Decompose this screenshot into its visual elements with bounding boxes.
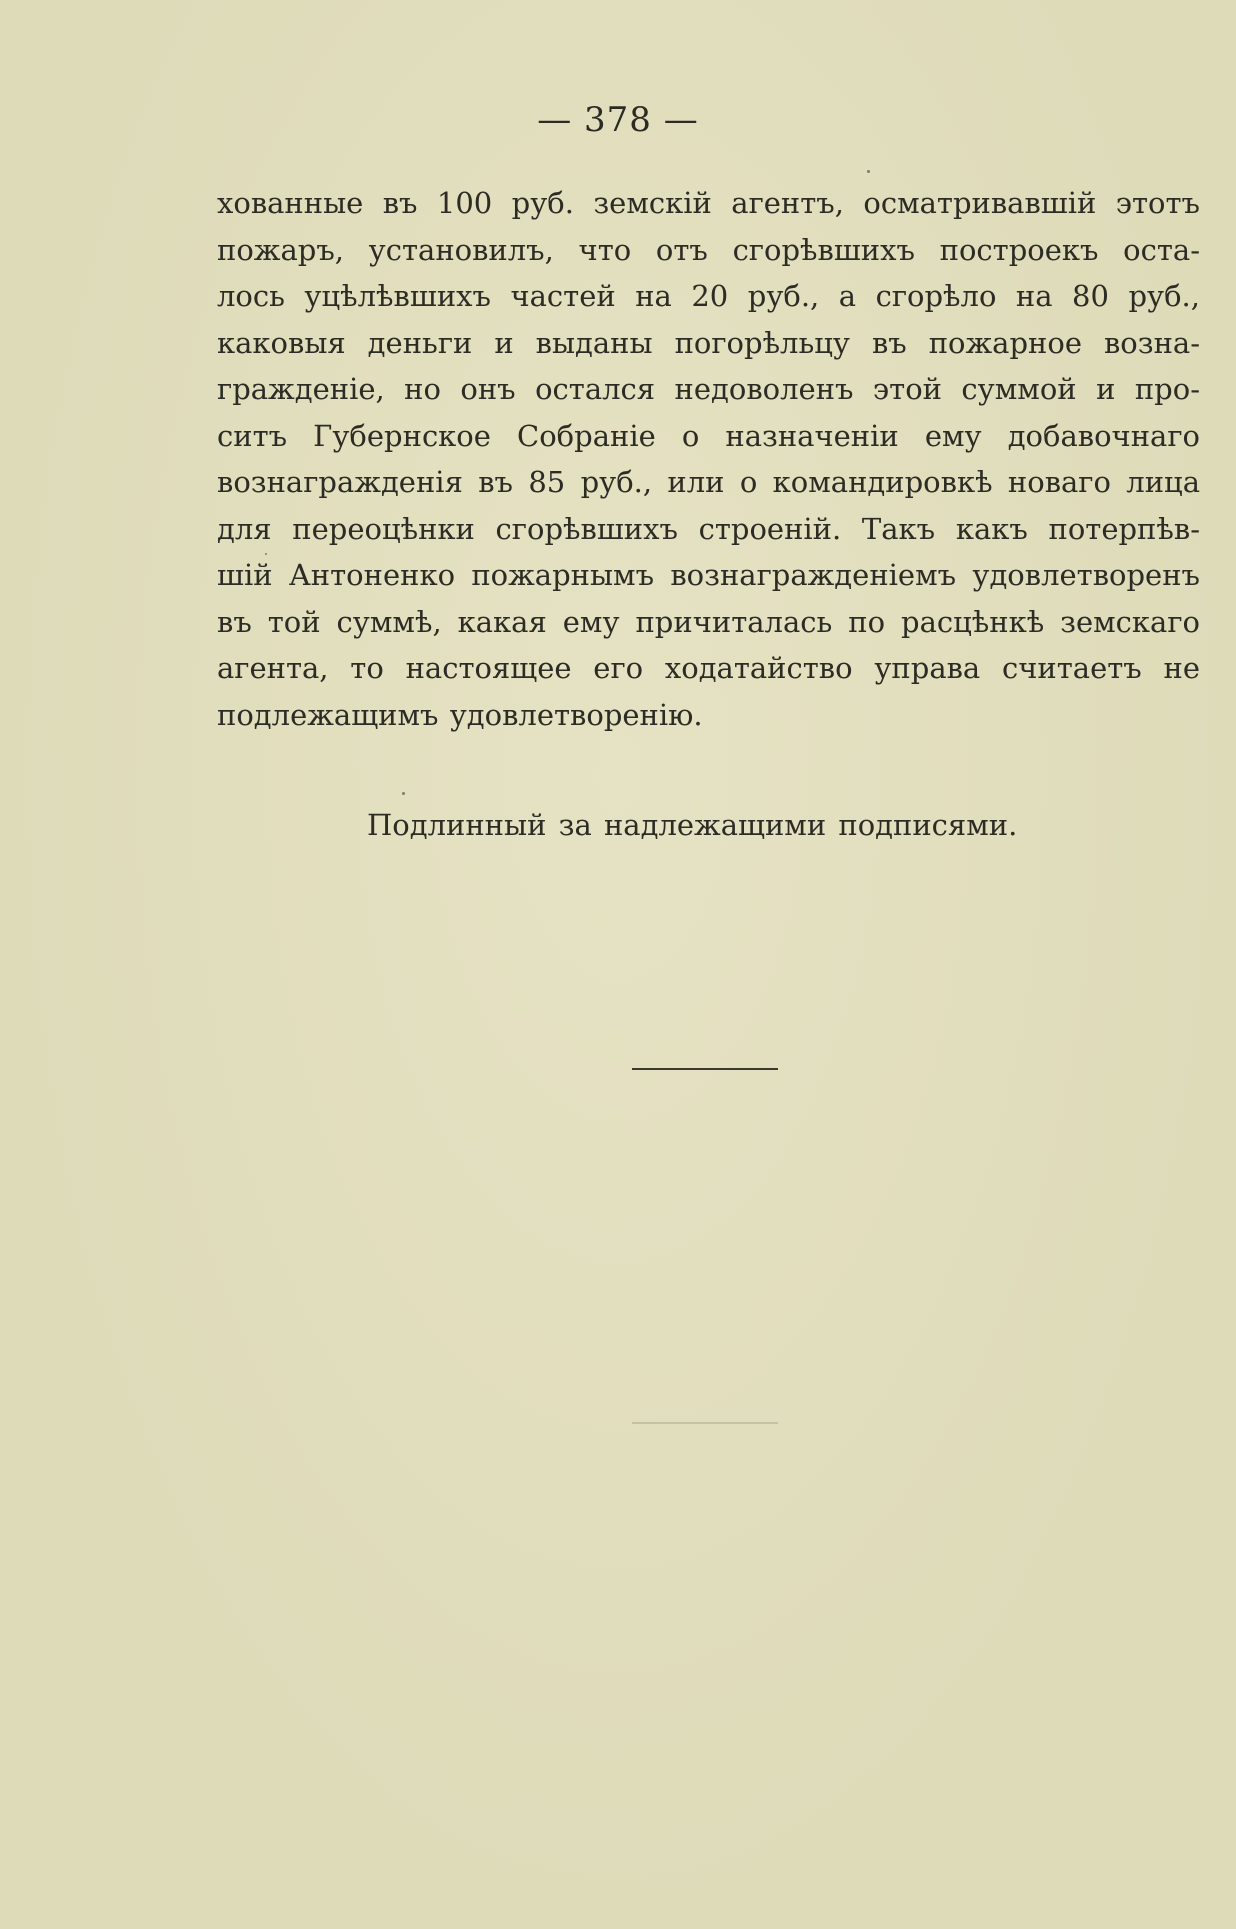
- body-line: въ той суммѣ, какая ему причиталась по расцѣнкѣ земскаго: [217, 604, 1200, 639]
- body-line: ситъ Губернское Собраніе о назначеніи ему добавочнаго: [217, 418, 1200, 453]
- body-paragraph: [217, 180, 1200, 738]
- body-line: вознагражденія въ 85 руб., или о командировкѣ новаго лица: [217, 465, 1200, 499]
- body-line: для переоцѣнки сгорѣвшихъ строеній. Такъ какъ потерпѣв-: [217, 511, 1200, 546]
- paper-speck: [867, 170, 870, 173]
- section-divider: [632, 1068, 778, 1070]
- body-line: агента, то настоящее его ходатайство управа считаетъ не: [217, 651, 1200, 685]
- paper-speck: [402, 792, 405, 795]
- body-line: лось уцѣлѣвшихъ частей на 20 руб., а сгорѣло на 80 руб.,: [217, 279, 1200, 313]
- body-line: пожаръ, установилъ, что отъ сгорѣвшихъ построекъ оста-: [217, 232, 1200, 267]
- signature-note: Подлинный за надлежащими подписями.: [367, 808, 1018, 842]
- body-line: хованные въ 100 руб. земскій агентъ, осматривавшій этотъ: [217, 186, 1200, 220]
- page-number: — 378 —: [537, 100, 699, 140]
- paper-speck: [265, 553, 267, 555]
- bleed-through-rule: [632, 1422, 778, 1424]
- body-line: гражденіе, но онъ остался недоволенъ этой суммой и про-: [217, 372, 1200, 406]
- body-line: каковыя деньги и выданы погорѣльцу въ пожарное возна-: [217, 325, 1200, 360]
- body-line: подлежащимъ удовлетворенію.: [217, 697, 703, 732]
- body-line: шій Антоненко пожарнымъ вознагражденіемъ удовлетворенъ: [217, 558, 1200, 592]
